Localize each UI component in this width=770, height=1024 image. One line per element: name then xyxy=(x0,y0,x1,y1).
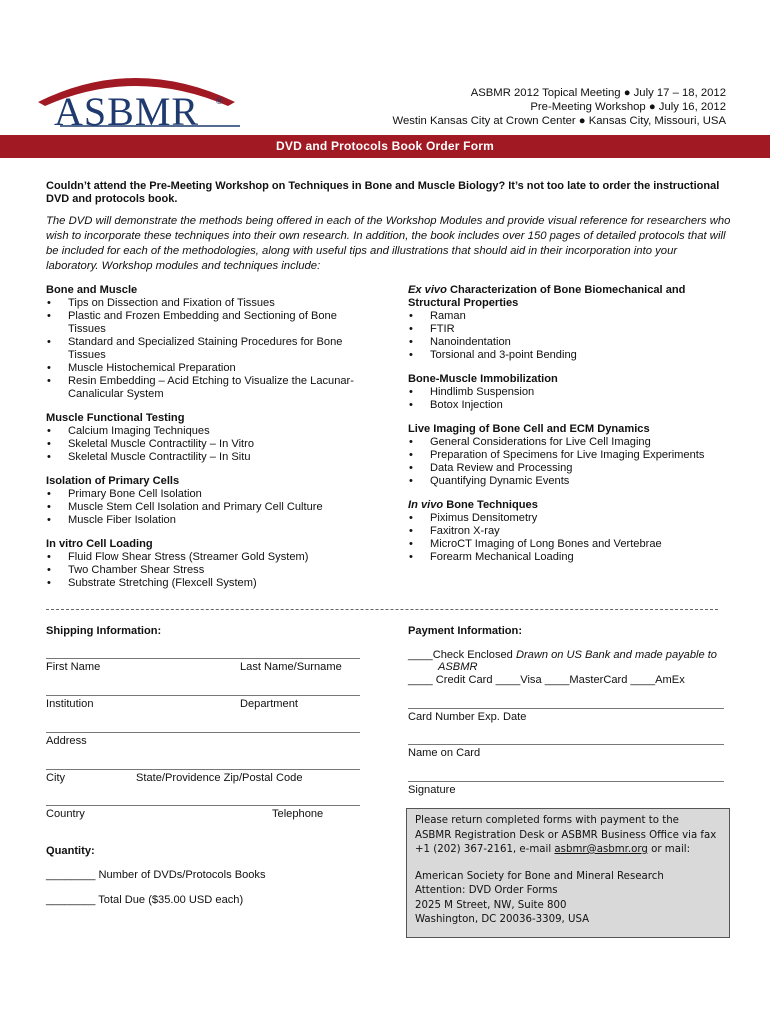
card-type-options[interactable]: ____ Credit Card ____Visa ____MasterCard ____AmEx xyxy=(408,674,685,686)
section-title: Live Imaging of Bone Cell and ECM Dynamics xyxy=(408,423,650,435)
city-line[interactable] xyxy=(46,769,360,770)
module-list xyxy=(408,512,728,564)
first-name-line[interactable] xyxy=(46,658,360,659)
list-item: • Muscle Fiber Isolation xyxy=(46,514,376,527)
meeting-line-3: Westin Kansas City at Crown Center ● Kansas City, Missouri, USA xyxy=(392,115,726,127)
meeting-line-2: Pre-Meeting Workshop ● July 16, 2012 xyxy=(530,101,726,113)
shipping-title: Shipping Information: xyxy=(46,625,162,637)
list-item: • Calcium Imaging Techniques xyxy=(46,425,376,438)
mail-address-line: Washington, DC 20036-3309, USA xyxy=(415,914,590,925)
email-link[interactable]: asbmr@asbmr.org xyxy=(554,844,648,855)
right-module-column xyxy=(408,284,728,564)
list-item: • Faxitron X-ray xyxy=(408,525,728,538)
list-item: • Preparation of Specimens for Live Imaging Experiments xyxy=(408,449,728,462)
module-list xyxy=(408,386,728,412)
list-item: • General Considerations for Live Cell Imaging xyxy=(408,436,728,449)
return-line-2: ASBMR Registration Desk or ASBMR Business Office via fax xyxy=(415,829,717,841)
last-name-label: Last Name/Surname xyxy=(240,661,342,673)
section-title: Bone and Muscle xyxy=(46,284,138,296)
list-item: • Plastic and Frozen Embedding and Sectioning of Bone Tissues xyxy=(46,310,376,336)
return-line-3: +1 (202) 367-2161, e-mail asbmr@asbmr.org or mail: xyxy=(415,844,691,855)
name-on-card-label: Name on Card xyxy=(408,747,481,759)
list-item: • Piximus Densitometry xyxy=(408,512,728,525)
mail-address-line: Attention: DVD Order Forms xyxy=(415,885,558,896)
list-item: • Resin Embedding – Acid Etching to Visualize the Lacunar-Canalicular System xyxy=(46,375,376,401)
dvd-count-field[interactable]: ________ Number of DVDs/Protocols Books xyxy=(46,869,266,881)
address-line[interactable] xyxy=(46,732,360,733)
total-due-field[interactable]: ________ Total Due ($35.00 USD each) xyxy=(46,894,244,906)
list-item: • Quantifying Dynamic Events xyxy=(408,475,728,488)
list-item: • Nanoindentation xyxy=(408,336,728,349)
country-line[interactable] xyxy=(46,805,360,806)
left-module-column xyxy=(46,284,376,590)
list-item: • Primary Bone Cell Isolation xyxy=(46,488,376,501)
list-item: • Botox Injection xyxy=(408,399,728,412)
module-list xyxy=(46,488,376,527)
card-number-line[interactable] xyxy=(408,708,724,709)
list-item: • Hindlimb Suspension xyxy=(408,386,728,399)
list-item: • Skeletal Muscle Contractility – In Vitro xyxy=(46,438,376,451)
return-line-1: Please return completed forms with payment to the xyxy=(415,815,679,826)
list-item: • Raman xyxy=(408,310,728,323)
list-item: • MicroCT Imaging of Long Bones and Vertebrae xyxy=(408,538,728,551)
module-list xyxy=(408,436,728,488)
mail-address-line: American Society for Bone and Mineral Research xyxy=(415,870,664,882)
module-list xyxy=(46,551,376,590)
return-instructions-box xyxy=(406,808,730,938)
check-enclosed-option[interactable]: ____Check Enclosed Drawn on US Bank and made payable to xyxy=(408,649,717,661)
mail-address-line: 2025 M Street, NW, Suite 800 xyxy=(415,899,567,911)
institution-label: Institution xyxy=(46,698,94,710)
quantity-title: Quantity: xyxy=(46,845,95,857)
list-item: • Standard and Specialized Staining Procedures for Bone Tissues xyxy=(46,336,376,362)
logo-text: ASBMR xyxy=(54,89,200,134)
list-item: • Two Chamber Shear Stress xyxy=(46,564,376,577)
form-title-banner: DVD and Protocols Book Order Form xyxy=(0,135,770,158)
list-item: • Forearm Mechanical Loading xyxy=(408,551,728,564)
list-item: • Skeletal Muscle Contractility – In Situ xyxy=(46,451,376,464)
section-title: Bone-Muscle Immobilization xyxy=(408,373,558,385)
asbmr-logo xyxy=(30,62,245,132)
list-item: • Data Review and Processing xyxy=(408,462,728,475)
city-label: City xyxy=(46,772,66,784)
country-label: Country xyxy=(46,808,85,820)
list-item: • Fluid Flow Shear Stress (Streamer Gold System) xyxy=(46,551,376,564)
department-label: Department xyxy=(240,698,298,710)
list-item: • Muscle Histochemical Preparation xyxy=(46,362,376,375)
list-item: • Tips on Dissection and Fixation of Tissues xyxy=(46,297,376,310)
section-divider xyxy=(46,609,718,610)
first-name-label: First Name xyxy=(46,661,101,673)
list-item: • Muscle Stem Cell Isolation and Primary Cell Culture xyxy=(46,501,376,514)
registered-mark: ® xyxy=(216,96,223,106)
module-list xyxy=(46,425,376,464)
name-on-card-line[interactable] xyxy=(408,744,724,745)
signature-line[interactable] xyxy=(408,781,724,782)
list-item: • Torsional and 3-point Bending xyxy=(408,349,728,362)
module-list xyxy=(408,310,728,362)
signature-label: Signature xyxy=(408,784,456,796)
payment-title: Payment Information: xyxy=(408,625,523,637)
description-text: The DVD will demonstrate the methods being offered in each of the Workshop Modules and provide visual reference for researchers who wish to incorporate these techniques into their own research. In addition, the book includes over 150 pages of detailed protocols that will be included for each of the methodologies, along with useful tips and illustrations that should aid in their incorporation into your laboratory. Workshop modules and techniques include: xyxy=(46,215,731,272)
telephone-label: Telephone xyxy=(272,808,324,820)
module-list xyxy=(46,297,376,401)
meeting-line-1: ASBMR 2012 Topical Meeting ● July 17 – 18, 2012 xyxy=(470,87,726,99)
card-number-label: Card Number Exp. Date xyxy=(408,711,527,723)
section-title: In vivo Bone Techniques xyxy=(408,499,538,511)
list-item: • FTIR xyxy=(408,323,728,336)
intro-text: Couldn’t attend the Pre-Meeting Workshop on Techniques in Bone and Muscle Biology? It’s not too late to order the instructional DVD and protocols book. xyxy=(46,180,720,205)
list-item: • Substrate Stretching (Flexcell System) xyxy=(46,577,376,590)
section-title: Ex vivo Characterization of Bone Biomechanical and Structural Properties xyxy=(408,284,686,309)
institution-line[interactable] xyxy=(46,695,360,696)
state-zip-label: State/Providence Zip/Postal Code xyxy=(136,772,303,784)
section-title: In vitro Cell Loading xyxy=(46,538,153,550)
address-label: Address xyxy=(46,735,87,747)
section-title: Muscle Functional Testing xyxy=(46,412,185,424)
section-title: Isolation of Primary Cells xyxy=(46,475,180,487)
meeting-info xyxy=(393,86,727,128)
check-payee: ASBMR xyxy=(438,661,478,673)
